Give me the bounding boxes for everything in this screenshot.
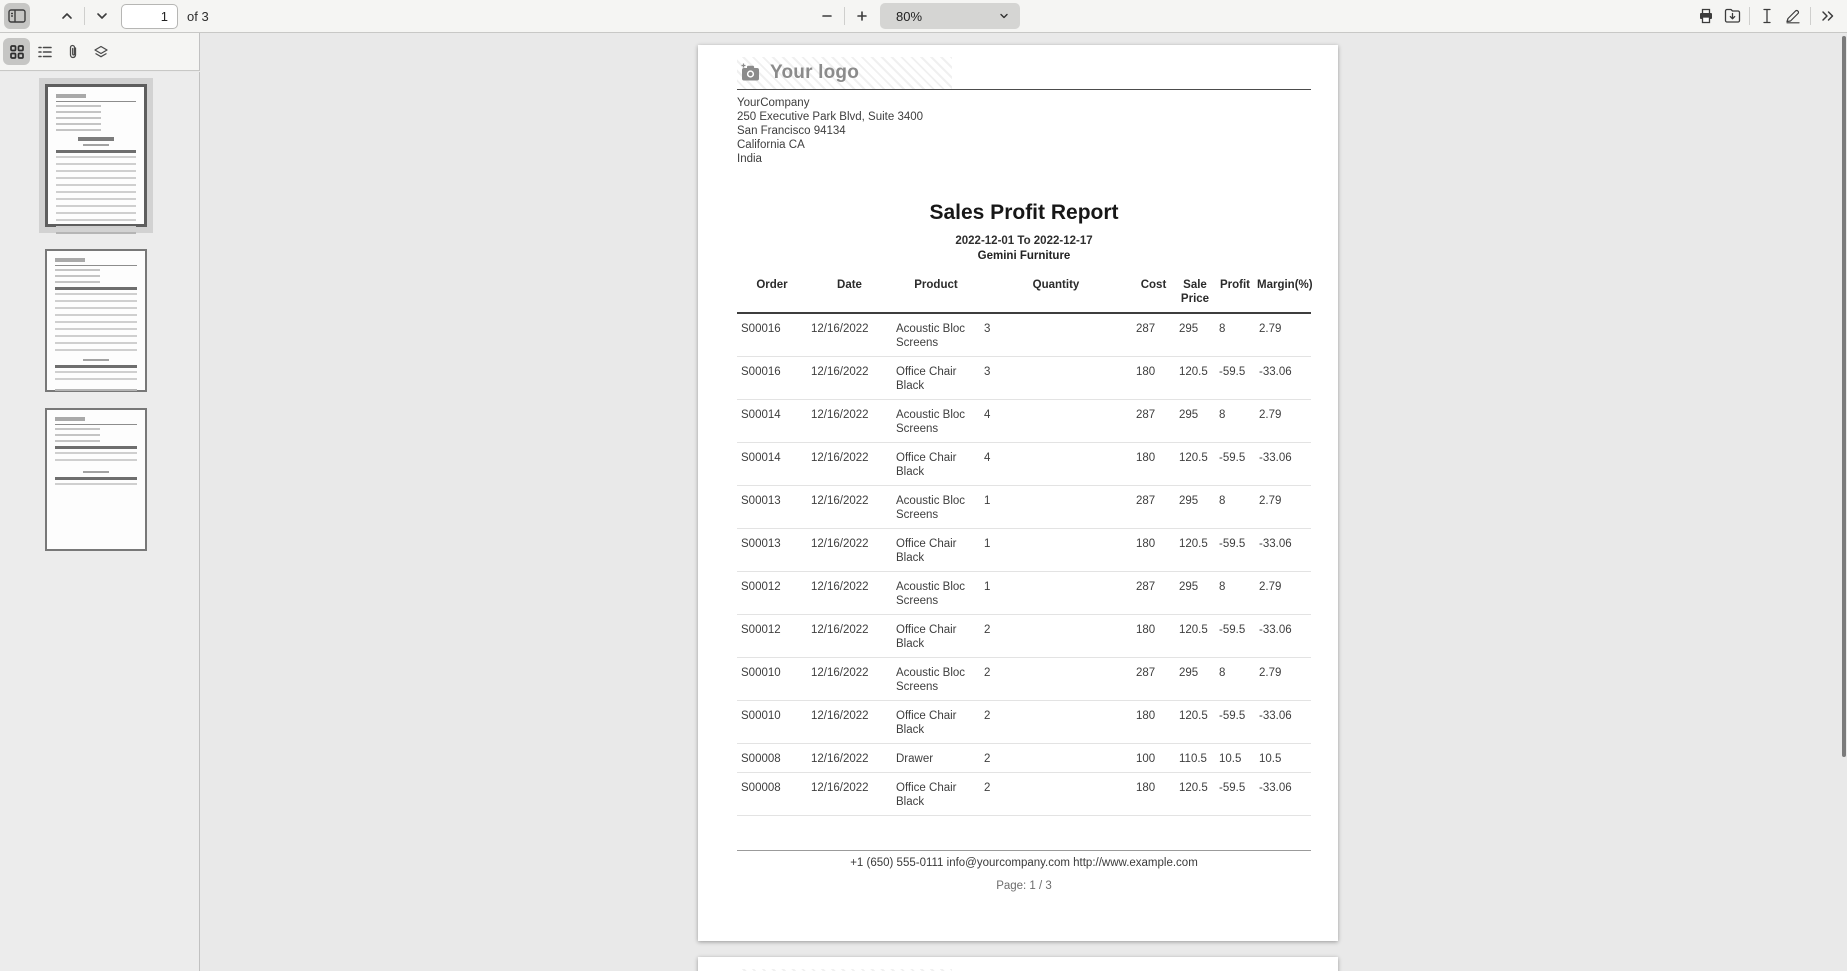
page-number-input[interactable] [121,4,178,29]
attachments-button[interactable] [59,38,86,65]
company-address [737,96,1311,166]
page-indicator: Page: 1 / 3 [996,880,1052,892]
column-header: Date [807,276,892,313]
table-cell: S00016 [737,357,807,400]
camera-icon [740,63,761,83]
table-cell: Office Chair Black [892,357,980,400]
table-cell: 2.79 [1255,486,1311,529]
page-thumbnail-2[interactable] [39,243,153,398]
table-cell: 1 [980,572,1132,615]
text-selection-button[interactable] [1754,3,1780,29]
table-cell: 295 [1175,572,1215,615]
address-line: California CA [737,139,805,151]
table-cell: -59.5 [1215,443,1255,486]
zoom-level-dropdown[interactable] [880,3,1020,29]
table-cell: S00012 [737,572,807,615]
page-thumbnail-1[interactable] [39,78,153,233]
table-cell: S00013 [737,486,807,529]
table-row [737,773,1311,816]
table-cell: 120.5 [1175,615,1215,658]
column-header: Profit [1215,276,1255,313]
zoom-in-button[interactable] [849,3,875,29]
previous-page-button[interactable] [54,3,80,29]
chevron-down-icon [998,10,1020,22]
table-cell: Office Chair Black [892,615,980,658]
logo-text: Your logo [770,62,860,83]
table-cell: S00012 [737,615,807,658]
table-cell: Office Chair Black [892,773,980,816]
table-cell: Acoustic Bloc Screens [892,658,980,701]
table-row [737,572,1311,615]
table-cell: 180 [1132,529,1175,572]
chevron-up-icon [60,9,74,23]
table-cell: 180 [1132,357,1175,400]
table-cell: -33.06 [1255,357,1311,400]
toolbar-separator [1749,7,1750,25]
table-cell: Acoustic Bloc Screens [892,400,980,443]
table-cell: 4 [980,443,1132,486]
table-cell: Drawer [892,744,980,773]
save-button[interactable] [1719,3,1745,29]
table-row [737,443,1311,486]
table-cell: 2 [980,658,1132,701]
table-cell: -59.5 [1215,773,1255,816]
thumbnail-page-3 [45,408,147,551]
table-row [737,529,1311,572]
table-cell: Office Chair Black [892,701,980,744]
table-cell: 2.79 [1255,313,1311,357]
table-cell: 10.5 [1215,744,1255,773]
table-header-row [737,276,1311,313]
table-cell: 120.5 [1175,357,1215,400]
table-cell: 295 [1175,486,1215,529]
list-icon [37,44,53,60]
table-row [737,744,1311,773]
address-line: YourCompany [737,97,810,109]
top-toolbar [0,0,1847,33]
table-cell: 2 [980,701,1132,744]
address-line: India [737,153,762,165]
table-cell: 120.5 [1175,773,1215,816]
table-row [737,658,1311,701]
table-cell: -59.5 [1215,357,1255,400]
table-cell: Acoustic Bloc Screens [892,313,980,357]
table-cell: 287 [1132,486,1175,529]
table-cell: 12/16/2022 [807,744,892,773]
table-cell: 12/16/2022 [807,529,892,572]
address-line: San Francisco 94134 [737,125,846,137]
table-cell: 12/16/2022 [807,701,892,744]
address-line: 250 Executive Park Blvd, Suite 3400 [737,111,924,123]
column-header: Product [892,276,980,313]
document-viewport[interactable] [201,33,1847,971]
table-cell: 12/16/2022 [807,357,892,400]
annotate-button[interactable] [1780,3,1806,29]
column-header: Quantity [980,276,1132,313]
table-cell: 12/16/2022 [807,572,892,615]
table-cell: 120.5 [1175,529,1215,572]
table-cell: 10.5 [1255,744,1311,773]
table-row [737,486,1311,529]
table-cell: 120.5 [1175,443,1215,486]
printer-icon [1698,8,1714,24]
table-cell: 180 [1132,615,1175,658]
header-divider [737,89,1311,90]
vertical-scrollbar-thumb[interactable] [1842,36,1846,757]
table-cell: 12/16/2022 [807,615,892,658]
table-cell: 12/16/2022 [807,486,892,529]
table-cell: -59.5 [1215,615,1255,658]
table-cell: -33.06 [1255,615,1311,658]
table-cell: -33.06 [1255,701,1311,744]
plus-icon [855,9,869,23]
page-navigation [54,3,209,29]
table-row [737,357,1311,400]
table-cell: S00013 [737,529,807,572]
next-page-button[interactable] [89,3,115,29]
table-cell: 3 [980,313,1132,357]
thumbnails-view-button[interactable] [3,38,30,65]
table-cell: 287 [1132,313,1175,357]
zoom-out-button[interactable] [814,3,840,29]
pencil-icon [1785,8,1801,24]
table-cell: 4 [980,400,1132,443]
thumbnail-sidebar [0,72,200,971]
page-footer-contact: +1 (650) 555-0111 info@yourcompany.com http://www.example.com [737,850,1311,869]
table-row [737,615,1311,658]
report-title: Sales Profit Report [929,201,1119,224]
table-cell: S00010 [737,658,807,701]
table-cell: S00010 [737,701,807,744]
table-cell: -33.06 [1255,443,1311,486]
table-cell: 8 [1215,313,1255,357]
table-cell: S00014 [737,443,807,486]
column-header: Margin(%) [1255,276,1311,313]
column-header: Cost [1132,276,1175,313]
table-row [737,701,1311,744]
grid-icon [9,44,25,60]
report-date-range: 2022-12-01 To 2022-12-17 [955,235,1093,247]
table-cell: 287 [1132,572,1175,615]
sidebar-toggle-button[interactable] [4,3,30,29]
document-page-1 [698,45,1338,941]
table-cell: 12/16/2022 [807,443,892,486]
table-cell: S00014 [737,400,807,443]
outline-view-button[interactable] [31,38,58,65]
table-cell: 295 [1175,313,1215,357]
table-cell: -59.5 [1215,701,1255,744]
table-cell: 120.5 [1175,701,1215,744]
table-cell: Office Chair Black [892,443,980,486]
table-row [737,400,1311,443]
paperclip-icon [65,44,81,60]
table-cell: Office Chair Black [892,529,980,572]
download-icon [1724,8,1741,24]
table-cell: 180 [1132,701,1175,744]
table-cell: 180 [1132,773,1175,816]
table-cell: 100 [1132,744,1175,773]
table-cell: S00016 [737,313,807,357]
toolbar-separator [1810,7,1811,25]
document-page-2 [698,957,1338,971]
table-cell: 12/16/2022 [807,773,892,816]
table-cell: 295 [1175,658,1215,701]
report-partner: Gemini Furniture [977,250,1071,262]
table-cell: -33.06 [1255,529,1311,572]
table-cell: 2 [980,615,1132,658]
table-cell: 1 [980,529,1132,572]
table-cell: 3 [980,357,1132,400]
sidebar-icon [8,8,26,24]
table-cell: 8 [1215,486,1255,529]
sidebar-toolbar [0,33,200,71]
table-cell: Acoustic Bloc Screens [892,486,980,529]
table-cell: 287 [1132,400,1175,443]
table-cell: -59.5 [1215,529,1255,572]
company-logo-placeholder [737,57,952,89]
table-cell: 2.79 [1255,400,1311,443]
table-cell: 12/16/2022 [807,313,892,357]
table-cell: S00008 [737,744,807,773]
table-cell: 8 [1215,658,1255,701]
table-cell: 295 [1175,400,1215,443]
table-cell: 2.79 [1255,572,1311,615]
table-cell: Acoustic Bloc Screens [892,572,980,615]
more-tools-button[interactable] [1815,3,1841,29]
table-cell: 2 [980,744,1132,773]
layers-icon [93,44,109,60]
sales-profit-table [737,276,1311,816]
column-header: Order [737,276,807,313]
chevron-down-icon [95,9,109,23]
table-cell: S00008 [737,773,807,816]
table-cell: 1 [980,486,1132,529]
layers-button[interactable] [87,38,114,65]
page-count-label: of 3 [187,8,209,24]
zoom-controls [814,3,1020,29]
table-cell: -33.06 [1255,773,1311,816]
table-cell: 8 [1215,572,1255,615]
action-buttons [1693,3,1841,29]
minus-icon [820,9,834,23]
table-cell: 12/16/2022 [807,658,892,701]
zoom-level-value: 80% [896,8,923,24]
table-cell: 8 [1215,400,1255,443]
toolbar-separator [84,7,85,25]
report-table-body [737,313,1311,816]
column-header: Sale Price [1175,276,1215,313]
table-row [737,313,1311,357]
table-cell: 110.5 [1175,744,1215,773]
table-cell: 12/16/2022 [807,400,892,443]
table-cell: 180 [1132,443,1175,486]
thumbnail-page-2 [45,249,147,392]
page-thumbnail-3[interactable] [39,402,153,557]
print-button[interactable] [1693,3,1719,29]
text-cursor-icon [1760,8,1774,24]
thumbnail-page-1 [45,84,147,227]
table-cell: 2.79 [1255,658,1311,701]
table-cell: 287 [1132,658,1175,701]
toolbar-separator [844,7,845,25]
double-chevron-right-icon [1820,9,1836,23]
table-cell: 2 [980,773,1132,816]
